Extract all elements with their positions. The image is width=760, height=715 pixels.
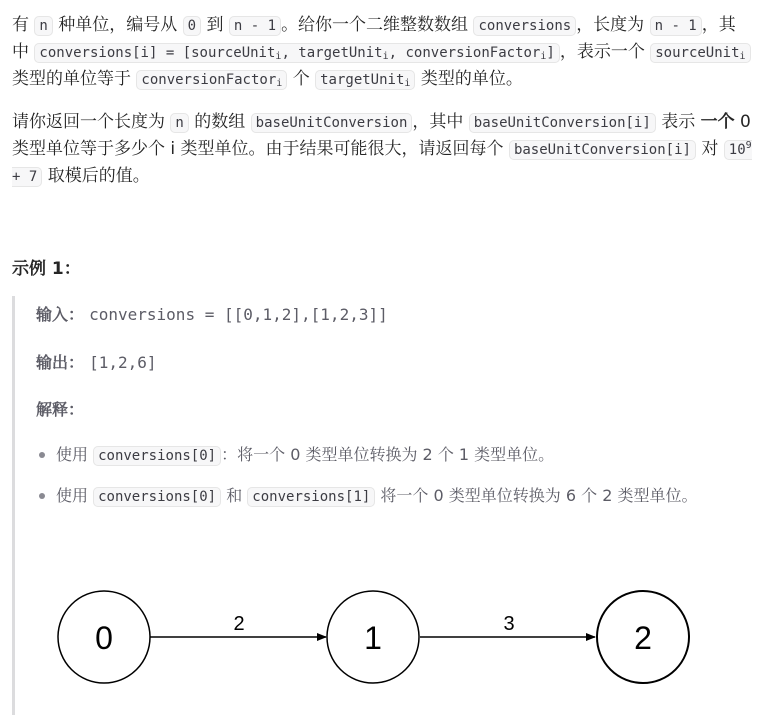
text: 到	[201, 15, 229, 35]
text: 的数组	[188, 112, 251, 132]
code-text: sourceUnit	[655, 45, 740, 61]
inline-code	[315, 70, 415, 90]
code-text: + 7	[12, 169, 38, 185]
inline-code: n	[34, 16, 52, 36]
inline-code: n - 1	[229, 16, 281, 36]
example-title: 示例 1：	[12, 259, 81, 279]
conversion-graph	[15, 296, 735, 715]
inline-code: baseUnitConversion	[251, 113, 413, 133]
inline-code: baseUnitConversion[i]	[469, 113, 656, 133]
text: 请你返回一个长度为	[12, 112, 171, 132]
text: 将一个 0 类型单位转换为 6 个 2 类型单位。	[375, 486, 698, 505]
text: 类型的单位。	[415, 69, 523, 89]
subscript: i	[404, 78, 411, 89]
problem-description	[12, 12, 752, 190]
code-text: conversions[i] = [sourceUnit	[39, 45, 276, 61]
code-text: targetUnit	[320, 72, 405, 88]
code-text: conversionFactor	[141, 72, 277, 88]
code-text: 10	[728, 142, 746, 158]
bold-text: 一个	[700, 112, 735, 132]
input-value: conversions = [[0,1,2],[1,2,3]]	[89, 305, 388, 324]
explanation-label: 解释：	[36, 400, 85, 419]
code-text: , conversionFactor	[388, 45, 541, 61]
edge-label: 2	[233, 613, 245, 635]
text: 表示	[655, 112, 701, 132]
subscript: i	[739, 51, 746, 62]
output-value: [1,2,6]	[89, 353, 157, 372]
inline-code: conversions[0]	[93, 487, 221, 507]
input-label: 输入：	[36, 305, 85, 324]
example-block	[12, 296, 735, 715]
subscript: i	[540, 51, 547, 62]
output-label: 输出：	[36, 353, 85, 372]
text: 类型的单位等于	[12, 69, 137, 89]
text: 0 类型单位等于多少个 i 类型单位。由于结果可能很大，请返回每个	[12, 112, 751, 159]
problem-paragraph-2	[12, 109, 752, 190]
text: 使用	[56, 486, 94, 505]
text: ，长度为	[576, 15, 650, 35]
inline-code: 0	[183, 16, 201, 36]
edge-label: 3	[503, 613, 515, 635]
text: 取模后的值。	[42, 166, 150, 186]
inline-code: n	[170, 113, 188, 133]
inline-code	[136, 70, 287, 90]
text: ，表示一个	[559, 42, 651, 62]
inline-code: conversions[0]	[93, 446, 221, 466]
subscript: i	[275, 51, 282, 62]
subscript: i	[276, 78, 283, 89]
text: 种单位，编号从	[52, 15, 183, 35]
text: 对	[695, 139, 724, 159]
text: 使用	[56, 445, 94, 464]
text: ：将一个 0 类型单位转换为 2 个 1 类型单位。	[221, 445, 555, 464]
code-text: ]	[546, 45, 555, 61]
problem-paragraph-1	[12, 12, 752, 93]
text: ，其中	[412, 112, 469, 132]
inline-code: conversions[1]	[247, 487, 375, 507]
inline-code: conversions	[473, 16, 576, 36]
inline-code: baseUnitConversion[i]	[509, 140, 696, 160]
node-label: 2	[634, 620, 652, 656]
text: 个	[287, 69, 316, 89]
subscript: i	[382, 51, 389, 62]
code-text: , targetUnit	[281, 45, 383, 61]
inline-code-conversion-def	[34, 43, 559, 63]
text: 。给你一个二维整数数组	[281, 15, 474, 35]
node-label: 1	[364, 620, 382, 656]
text: 有	[12, 15, 35, 35]
inline-code: n - 1	[650, 16, 702, 36]
node-label: 0	[95, 620, 113, 656]
inline-code	[650, 43, 750, 63]
text: ，其中	[12, 15, 736, 62]
text: 和	[221, 486, 248, 505]
superscript: 9	[745, 140, 752, 151]
